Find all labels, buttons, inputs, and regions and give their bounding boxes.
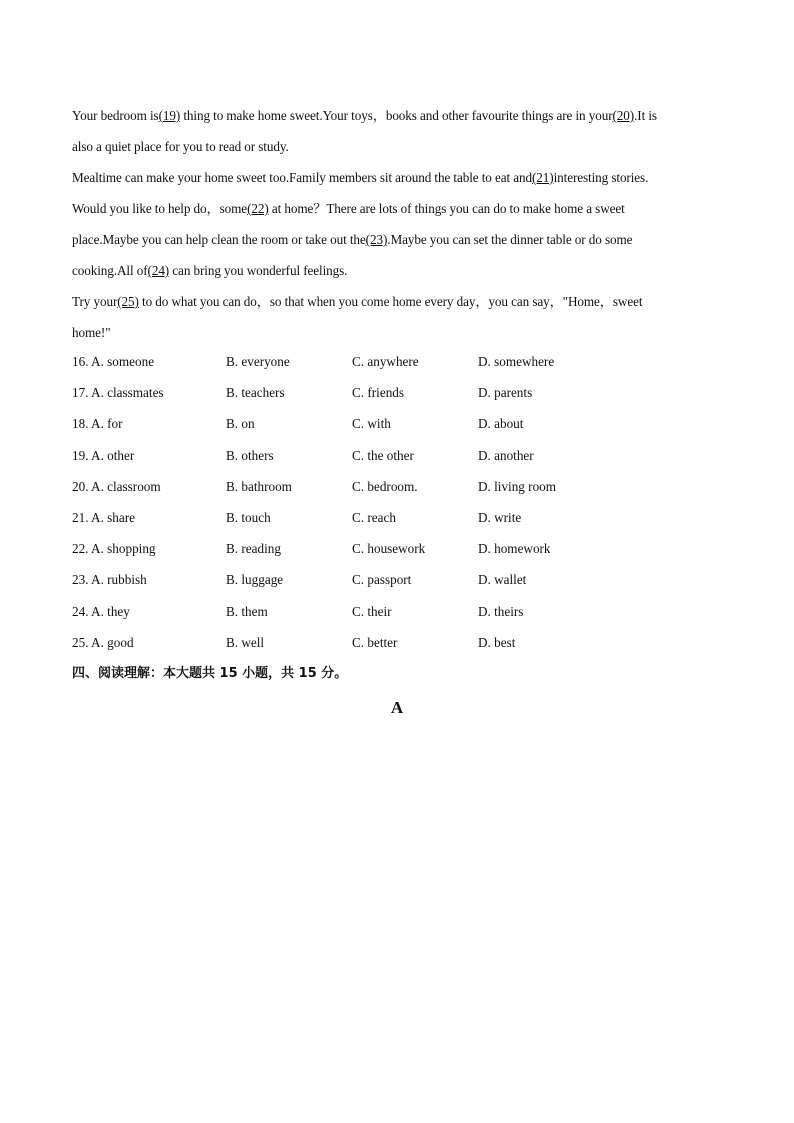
blank-number: (20) bbox=[612, 108, 635, 123]
option-b: B. teachers bbox=[226, 385, 285, 401]
passage-text: Mealtime can make your home sweet too.Family members sit around the table to eat and bbox=[72, 170, 532, 185]
option-d: D. best bbox=[478, 634, 516, 650]
option-b: B. well bbox=[226, 634, 265, 650]
option-c: C. reach bbox=[352, 509, 396, 525]
blank-number: (19) bbox=[158, 108, 181, 123]
option-b: B. on bbox=[226, 416, 255, 432]
passage-line bbox=[72, 224, 722, 255]
passage-text: Would you like to help do，some bbox=[72, 201, 248, 216]
passage-text: at home？There are lots of things you can do to make home a sweet bbox=[268, 201, 625, 216]
passage-text: to do what you can do，so that when you come home every day，you can say，"Home，sweet bbox=[138, 294, 643, 309]
passage-line bbox=[72, 193, 722, 224]
question-row-24 bbox=[72, 596, 722, 627]
blank-number: (22) bbox=[247, 201, 269, 216]
option-d: D. somewhere bbox=[478, 354, 555, 369]
option-a: 25. A. good bbox=[72, 634, 134, 650]
option-a: 19. A. other bbox=[72, 447, 135, 463]
passage-line bbox=[72, 255, 722, 286]
option-b: B. touch bbox=[226, 509, 271, 525]
passage-line bbox=[72, 100, 722, 131]
passage-line bbox=[72, 317, 722, 348]
option-d: D. write bbox=[478, 509, 522, 525]
option-c: C. friends bbox=[352, 385, 405, 401]
option-d: D. living room bbox=[478, 478, 557, 494]
passage-text: .It is bbox=[634, 108, 657, 123]
option-a: 23. A. rubbish bbox=[72, 572, 147, 588]
option-d: D. parents bbox=[478, 385, 533, 401]
option-c: C. the other bbox=[352, 447, 414, 463]
cloze-passage bbox=[72, 100, 722, 348]
passage-text: home!" bbox=[72, 325, 111, 340]
question-row-19 bbox=[72, 440, 722, 471]
option-c: C. passport bbox=[352, 572, 412, 588]
question-row-16 bbox=[72, 346, 722, 377]
option-c: C. housework bbox=[352, 541, 426, 557]
question-row-17 bbox=[72, 377, 722, 408]
passage-text: can bring you wonderful feelings. bbox=[169, 263, 348, 278]
option-d: D. about bbox=[478, 416, 524, 432]
option-c: C. better bbox=[352, 634, 398, 650]
option-c: C. anywhere bbox=[352, 354, 419, 369]
option-b: B. them bbox=[226, 603, 268, 619]
blank-number: (21) bbox=[532, 170, 554, 185]
option-b: B. others bbox=[226, 447, 274, 463]
passage-text: interesting stories. bbox=[553, 170, 649, 185]
option-a: 18. A. for bbox=[72, 416, 123, 432]
blank-number: (23) bbox=[365, 232, 388, 247]
blank-number: (25) bbox=[117, 294, 139, 309]
option-b: B. luggage bbox=[226, 572, 284, 588]
option-d: D. theirs bbox=[478, 603, 524, 619]
passage-line bbox=[72, 162, 722, 193]
option-b: B. everyone bbox=[226, 354, 290, 369]
question-options bbox=[72, 346, 722, 658]
option-b: B. reading bbox=[226, 541, 281, 557]
option-a: 17. A. classmates bbox=[72, 385, 164, 401]
passage-text: thing to make home sweet.Your toys，books and other favourite things are in your bbox=[180, 108, 613, 123]
option-d: D. homework bbox=[478, 541, 551, 557]
passage-line bbox=[72, 131, 722, 162]
option-a: 21. A. share bbox=[72, 509, 135, 525]
option-a: 20. A. classroom bbox=[72, 478, 161, 494]
section-title: 四、阅读理解：本大题共 15 小题，共 15 分。 bbox=[72, 666, 348, 681]
question-row-20 bbox=[72, 471, 722, 502]
option-a: 24. A. they bbox=[72, 603, 130, 619]
option-b: B. bathroom bbox=[226, 478, 292, 494]
part-title: A bbox=[390, 698, 404, 717]
option-c: C. their bbox=[352, 603, 392, 619]
passage-text: Your bedroom is bbox=[72, 108, 159, 123]
option-d: D. wallet bbox=[478, 572, 527, 588]
option-a: 16. A. someone bbox=[72, 354, 155, 369]
passage-text: Try your bbox=[72, 294, 118, 309]
option-c: C. with bbox=[352, 416, 391, 432]
question-row-18 bbox=[72, 408, 722, 439]
question-row-25 bbox=[72, 627, 722, 658]
passage-text: .Maybe you can set the dinner table or do some bbox=[387, 232, 633, 247]
question-row-21 bbox=[72, 502, 722, 533]
option-a: 22. A. shopping bbox=[72, 541, 156, 557]
question-row-22 bbox=[72, 533, 722, 564]
passage-text: cooking.All of bbox=[72, 263, 148, 278]
passage-line bbox=[72, 286, 722, 317]
passage-text: place.Maybe you can help clean the room or take out the bbox=[72, 232, 366, 247]
question-row-23 bbox=[72, 564, 722, 595]
blank-number: (24) bbox=[147, 263, 170, 278]
option-c: C. bedroom. bbox=[352, 478, 418, 494]
option-d: D. another bbox=[478, 447, 534, 463]
passage-text: also a quiet place for you to read or study. bbox=[72, 139, 289, 154]
